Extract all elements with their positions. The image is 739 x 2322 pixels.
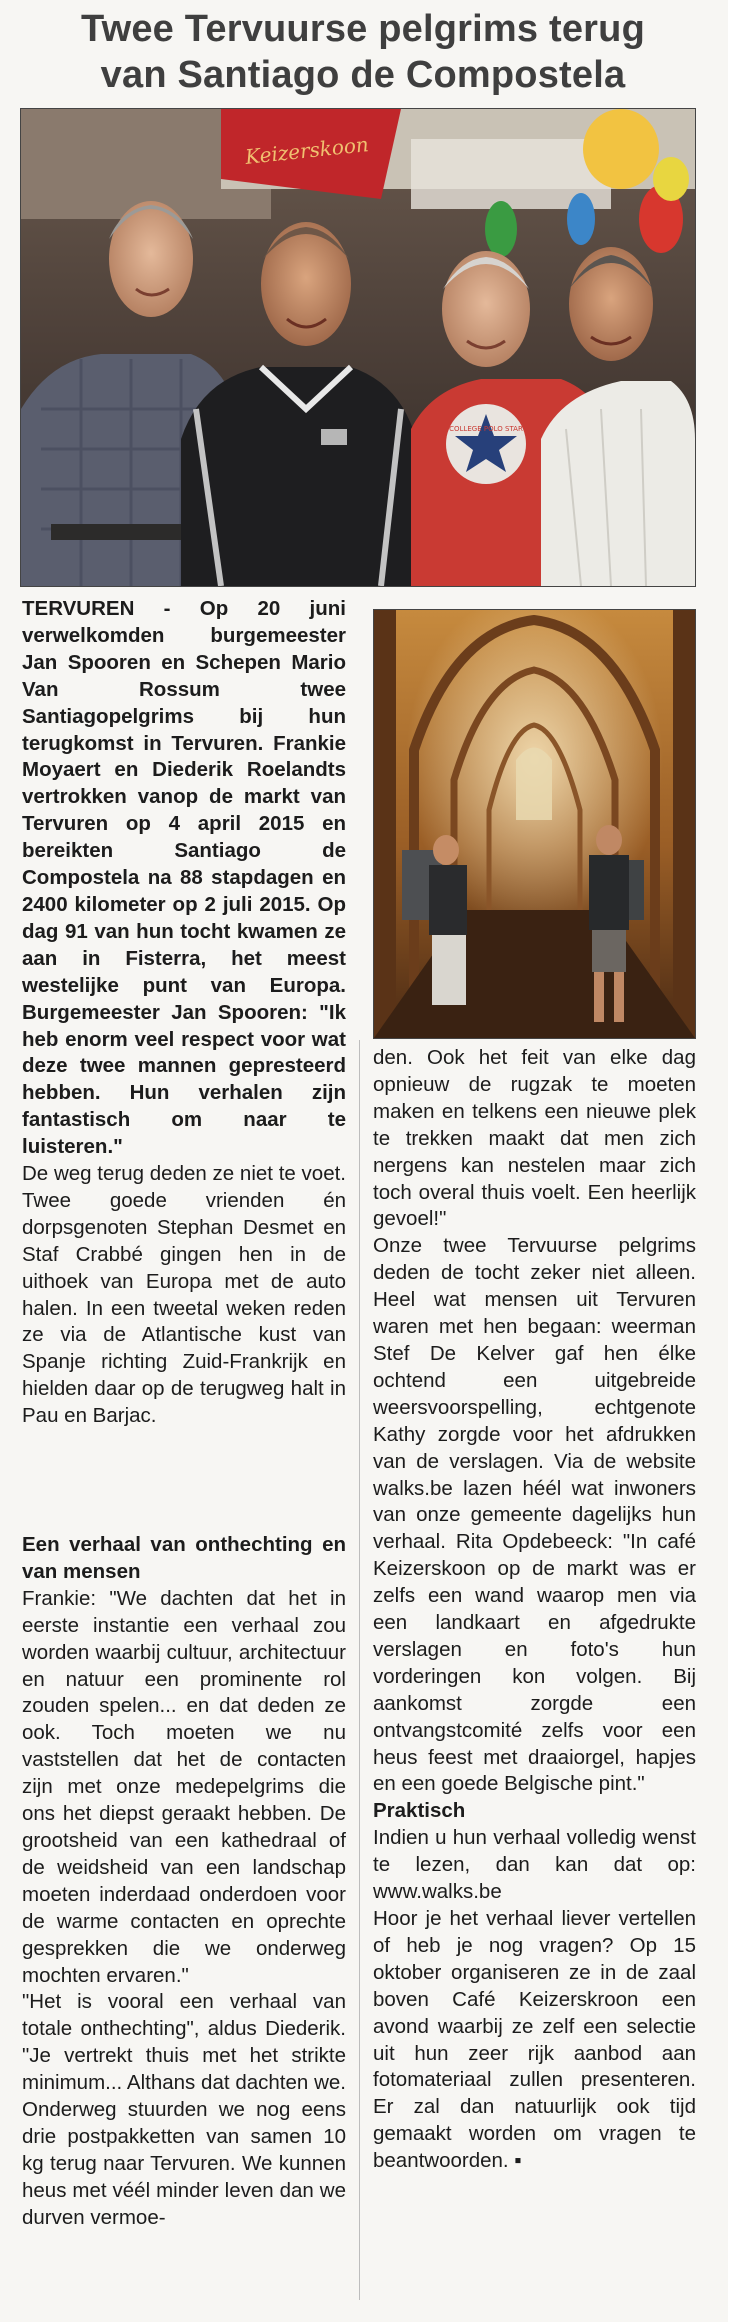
left-column-upper (22, 596, 346, 1430)
article-headline (18, 6, 708, 98)
photo-four-men-image (21, 109, 695, 586)
intro-text: Op 20 juni verwelkomden burgemeester Jan Spooren en Schepen Mario Van Rossum twee Santiagopelgrims bij hun terugkomst in Tervuren. Frankie Moyaert en Diederik Roelandts vertrokken vanop de markt van Tervuren op 4 april 2015 en bereikten Santiago de Compostela na 88 stapdagen en 2400 kilometer op 2 juli 2015. Op dag 91 van hun tocht kwamen ze aan in Fisterra, het meest westelijke punt van Europa. Burgemeester Jan Spooren: "Ik heb enorm veel respect voor wat deze twee mannen gepresteerd hebben. Hun verhalen zijn fantastisch om naar te luisteren." (22, 597, 346, 1159)
photo-cathedral-pilgrims (373, 609, 696, 1039)
shirt-logo-text: COLLEGE POLO STAR (449, 425, 523, 433)
subheading-onthechting: Een verhaal van onthechting en van mensen (22, 1533, 346, 1583)
paragraph-weg-terug: De weg terug deden ze niet te voet. Twee goede vrienden én dorpsgenoten Stephan Desmet en Staf Crabbé gingen hen in de uithoek van Europa met de auto halen. In een tweetal weken reden ze via de Atlantische kust van Spanje richting Zuid-Frankrijk en hielden daar op de terugweg halt in Pau en Barjac. (22, 1162, 346, 1428)
dateline: TERVUREN - (22, 597, 171, 620)
paragraph-continuation: den. Ook het feit van elke dag opnieuw de rugzak te moeten maken en telkens een nieuwe plek te trekken maakt dat men zich nergens kan nestelen maar zich toch overal thuis voelt. Een heerlijk gevoel!" (373, 1046, 696, 1231)
paragraph-event: Hoor je het verhaal liever vertellen of heb je nog vragen? Op 15 oktober organiseren ze in de zaal boven Café Keizerskroon een avond waarbij ze zelf een selectie uit hun zeer rijk aanbod aan fotomateriaal zullen presenteren. Er zal dan natuurlijk ook tijd gemaakt worden om vragen te beantwoorden. ▪ (373, 1907, 696, 2173)
subheading-praktisch: Praktisch (373, 1799, 466, 1823)
photo-four-men-welcome (20, 108, 696, 587)
intro-paragraph (22, 596, 346, 1161)
left-column-lower (22, 1532, 346, 2232)
paragraph-supporters: Onze twee Tervuurse pelgrims deden de tocht zeker niet alleen. Heel wat mensen uit Tervuren waren met hen begaan: weerman Stef De Kelver gaf hen élke ochtend een uitgebreide weersvoorspelling, echtgenote Kathy zorgde voor het afdrukken van de verslagen. Via de website walks.be lazen héél wat inwoners van onze gemeente dagelijks hun verhaal. Rita Opdebeeck: "In café Keizerskoon op de markt was er zelfs een wand waarop men via een landkaart en afgedrukte verslagen en foto's hun vorderingen kon volgen. Bij aankomst zorgde een ontvangstcomité zelfs voor een heus feest met draaiorgel, hapjes en een goede Belgische pint." (373, 1234, 696, 1796)
headline-line-2: van Santiago de Compostela (100, 54, 626, 96)
photo-cathedral-image (374, 610, 695, 1038)
right-column (373, 1045, 696, 2175)
paragraph-website: Indien u hun verhaal volledig wenst te lezen, dan kan dat op: www.walks.be (373, 1826, 696, 1904)
headline-line-1: Twee Tervuurse pelgrims terug (81, 8, 645, 50)
column-divider (359, 1040, 360, 2300)
paragraph-diederik: "Het is vooral een verhaal van totale onthechting", aldus Diederik. "Je vertrekt thuis met het strikte minimum... Althans dat dachten we. Onderweg stuurden we nog eens drie postpakketten van samen 10 kg terug naar Tervuren. We kunnen heus met véél minder leven dan we durven vermoe- (22, 1990, 346, 2229)
paragraph-frankie: Frankie: "We dachten dat het in eerste instantie een verhaal zou worden waarbij cultuur, architectuur en natuur een prominente rol zouden spelen... en dat deden ze ook. Toch moeten we nu vaststellen dat het de contacten zijn met onze medepelgrims die ons het diepst geraakt hebben. De grootsheid van een kathedraal of de weidsheid van een landschap moeten inderdaad onderdoen voor de warme contacten en oprechte gesprekken die we onderweg mochten ervaren." (22, 1586, 346, 1987)
cafe-banner-text: Keizerskoon (244, 132, 370, 169)
